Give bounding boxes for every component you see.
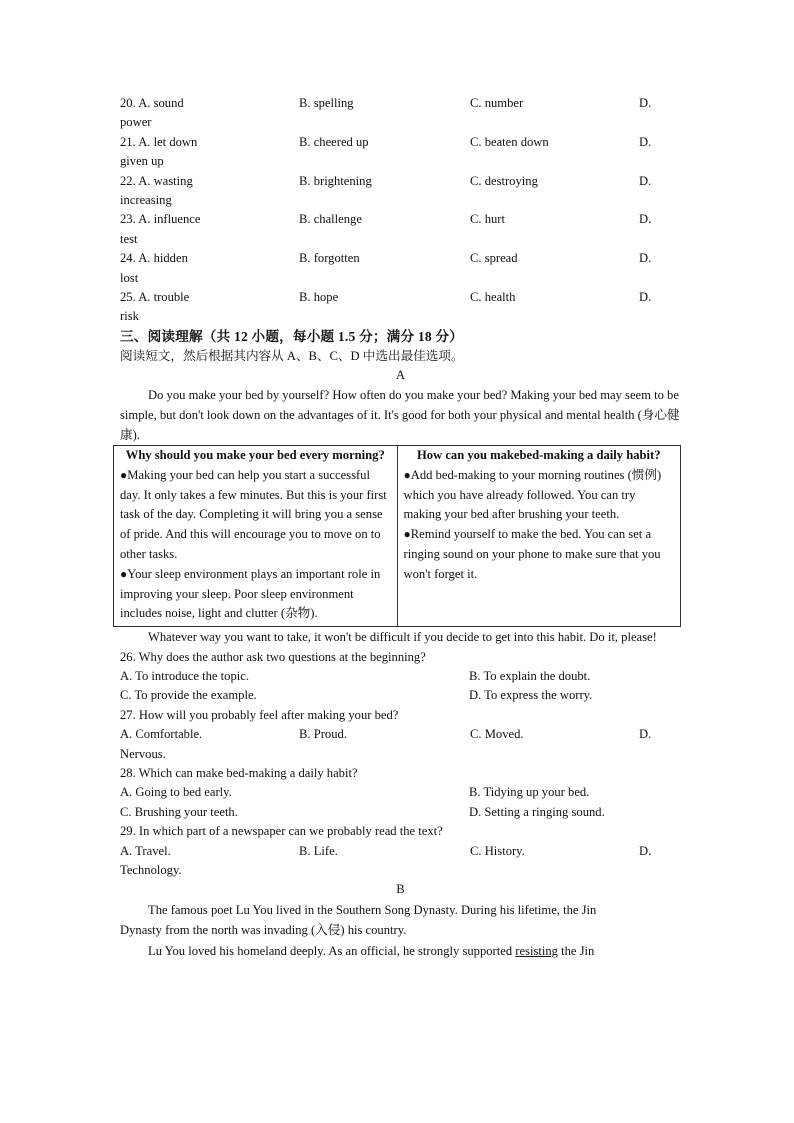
option-a: A. Comfortable. <box>120 727 203 742</box>
table-left-point-2: ●Your sleep environment plays an important role in improving your sleep. Poor sleep environment includes noise, light and clutter (杂物). <box>120 566 381 621</box>
option-d-wrap: test <box>120 231 138 246</box>
question-stem: 28. Which can make bed-making a daily habit? <box>120 766 358 780</box>
bullet-icon: ● <box>120 467 128 482</box>
option-d-wrap: power <box>120 115 152 130</box>
passage-a-intro: Do you make your bed by yourself? How often do you make your bed? Making your bed may seem to be simple, but don't look down on the advantages of it. It's good for both your physical and mental health (身心健康). <box>120 388 680 443</box>
option-a: A. Going to bed early. <box>120 785 232 800</box>
option-row-22: 22. A. wasting B. brightening C. destroying D. <box>120 173 652 188</box>
option-b: B. Life. <box>299 843 338 858</box>
option-d: D. Setting a ringing sound. <box>469 804 605 819</box>
option-c: C. To provide the example. <box>120 688 257 703</box>
option-row-24: 24. A. hidden B. forgotten C. spread D. <box>120 251 652 266</box>
exam-page <box>120 94 681 961</box>
option-c: C. Moved. <box>470 727 524 742</box>
option-d-wrap: risk <box>120 309 139 324</box>
section-instruction: 阅读短文，然后根据其内容从 A、B、C、D 中选出最佳选项。 <box>120 348 464 363</box>
option-a: A. To introduce the topic. <box>120 669 249 684</box>
option-d: D. <box>639 727 652 742</box>
question-29 <box>120 822 681 880</box>
option-d-wrap: increasing <box>120 192 172 207</box>
option-d-wrap: Nervous. <box>120 746 166 761</box>
bullet-icon: ● <box>403 527 411 542</box>
table-right-point-2: ●Remind yourself to make the bed. You can set a ringing sound on your phone to make sure that you won't forget it. <box>403 527 661 581</box>
cloze-options <box>120 94 681 327</box>
option-b: B. To explain the doubt. <box>469 669 591 684</box>
option-d-wrap: lost <box>120 270 139 285</box>
option-row-21: 21. A. let down B. cheered up C. beaten down D. <box>120 134 652 149</box>
table-right-cell <box>397 446 681 627</box>
underlined-word: resisting <box>515 943 558 958</box>
option-c: C. Brushing your teeth. <box>120 804 238 819</box>
option-d: D. To express the worry. <box>469 688 593 703</box>
table-left-header: Why should you make your bed every morning? <box>125 448 385 463</box>
passage-a-outro: Whatever way you want to take, it won't be difficult if you decide to get into this habit. Do it, please! <box>148 630 657 645</box>
option-row-23: 23. A. influence B. challenge C. hurt D. <box>120 212 652 227</box>
bed-making-table <box>113 445 681 627</box>
table-left-point-1: ●Making your bed can help you start a successful day. It only takes a few minutes. But this is your first task of the day. Completing it will bring you a sense of pride. And this will encourage you to move on to other tasks. <box>120 467 387 562</box>
bullet-icon: ● <box>403 467 411 482</box>
passage-b-line-2: Dynasty from the north was invading (入侵) his country. <box>120 923 407 938</box>
table-right-header: How can you makebed-making a daily habit? <box>416 448 661 463</box>
option-c: C. History. <box>470 843 525 858</box>
option-row-25: 25. A. trouble B. hope C. health D. <box>120 289 652 304</box>
option-d: D. <box>639 843 652 858</box>
option-a: A. Travel. <box>120 843 171 858</box>
table-left-cell <box>114 446 398 627</box>
passage-label-b: B <box>396 882 405 897</box>
passage-label-a: A <box>395 368 406 383</box>
passage-b-line-3: Lu You loved his homeland deeply. As an official, he strongly supported resisting the Jin <box>148 943 595 958</box>
passage-b-line-1: The famous poet Lu You lived in the Southern Song Dynasty. During his lifetime, the Jin <box>148 902 597 917</box>
option-row-20: 20. A. sound B. spelling C. number D. <box>120 96 652 110</box>
bullet-icon: ● <box>120 566 128 581</box>
option-d-wrap: given up <box>120 154 164 169</box>
section-title: 三、阅读理解（共 12 小题，每小题 1.5 分；满分 18 分） <box>120 328 464 344</box>
question-stem: 26. Why does the author ask two questions at the beginning? <box>120 649 426 664</box>
question-26 <box>120 648 681 706</box>
option-b: B. Tidying up your bed. <box>469 785 590 800</box>
question-stem: 27. How will you probably feel after making your bed? <box>120 707 399 722</box>
option-b: B. Proud. <box>299 727 347 742</box>
question-27 <box>120 706 681 764</box>
question-stem: 29. In which part of a newspaper can we probably read the text? <box>120 824 443 839</box>
option-d-wrap: Technology. <box>120 862 182 877</box>
question-28 <box>120 764 681 822</box>
table-right-point-1: ●Add bed-making to your morning routines (惯例) which you have already followed. You can try making your bed after brushing your teeth. <box>403 467 662 522</box>
